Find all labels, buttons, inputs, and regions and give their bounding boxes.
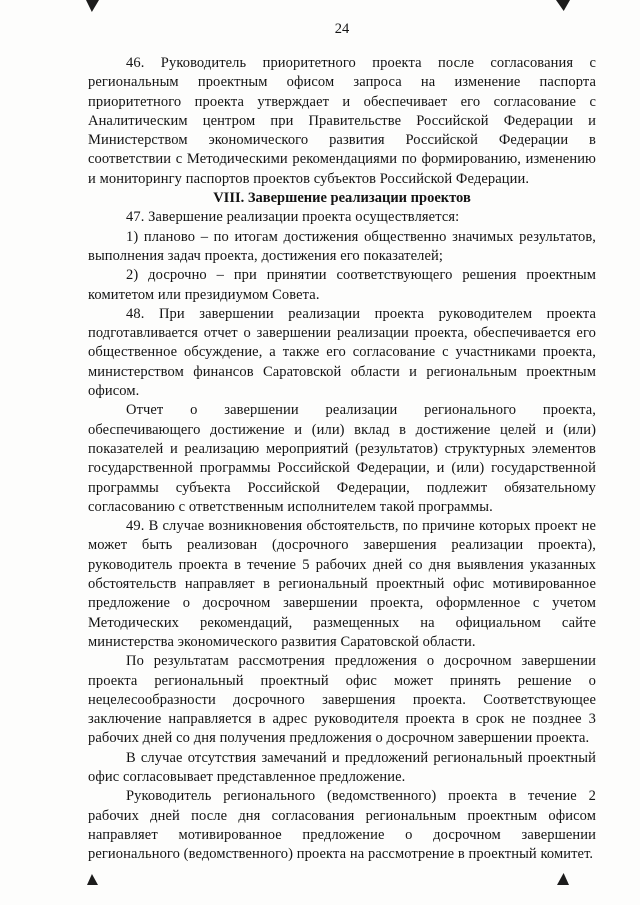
- paragraph-46: 46. Руководитель приоритетного проекта после согласования с региональным проектным офисом запроса на изменение паспорта приоритетного проекта утверждает и обеспечивает его согласование с Аналитическим центром при Правительстве Российской Федерации и Министерством экономического развития Российской Федерации в соответствии с Методическими рекомендациями по формированию, изменению и мониторингу паспортов проектов субъектов Российской Федерации.: [88, 55, 596, 187]
- paragraph-49-3: В случае отсутствия замечаний и предложений региональный проектный офис согласовывает представленное предложение.: [88, 749, 596, 785]
- paragraph-48-1: 48. При завершении реализации проекта руководителем проекта подготавливается отчет о завершении реализации проекта, обеспечивается его общественное обсуждение, а также его согласование с участниками проекта, министерством финансов Саратовской области и региональным проектным офисом.: [88, 305, 596, 400]
- paragraph-48-2: Отчет о завершении реализации регионального проекта, обеспечивающего достижение и (или) вклад в достижение целей и (или) показателей и реализацию мероприятий (результатов) структурных элементов государственной программы Российской Федерации, и (или) государственной программы субъекта Российской Федерации, подлежит обязательному согласованию с ответственным исполнителем такой программы.: [88, 402, 596, 515]
- section-heading: VIII. Завершение реализации проектов: [213, 190, 471, 207]
- paragraph-47-intro: 47. Завершение реализации проекта осуществляется:: [126, 209, 460, 226]
- list-item-1: 1) планово – по итогам достижения общественно значимых результатов, выполнения задач проекта, достижения его показателей;: [88, 228, 596, 264]
- paragraph-49-2: По результатам рассмотрения предложения о досрочном завершении проекта региональный проектный офис может принять решение о нецелесообразности досрочного завершения проекта. Соответствующее заключение направляется в адрес руководителя проекта в срок не позднее 3 рабочих дней со дня получения предложения о досрочном завершении проекта.: [88, 653, 596, 747]
- paragraph-49-1: 49. В случае возникновения обстоятельств, по причине которых проект не может быть реализован (досрочного завершения реализации проекта), руководитель проекта в течение 5 рабочих дней со дня выявления указанных обстоятельств направляет в региональный проектный офис мотивированное предложение о досрочном завершении проекта, оформленное с учетом Методических рекомендаций, размещенных на официальном сайте министерства экономического развития Саратовской области.: [88, 518, 596, 650]
- scan-artifact: [556, 0, 570, 11]
- paragraph-49-4: Руководитель регионального (ведомственного) проекта в течение 2 рабочих дней после дня согласования региональным проектным офисом направляет мотивированное предложение о досрочном завершении регионального (ведомственного) проекта на рассмотрение в проектный комитет.: [88, 788, 596, 863]
- scan-artifact: [87, 874, 98, 885]
- text-block: [88, 20, 596, 864]
- scan-artifact: [557, 873, 569, 885]
- scan-artifact: [86, 0, 99, 12]
- list-item-2: 2) досрочно – при принятии соответствующего решения проектным комитетом или президиумом Совета.: [88, 267, 596, 303]
- page-number: 24: [334, 21, 350, 37]
